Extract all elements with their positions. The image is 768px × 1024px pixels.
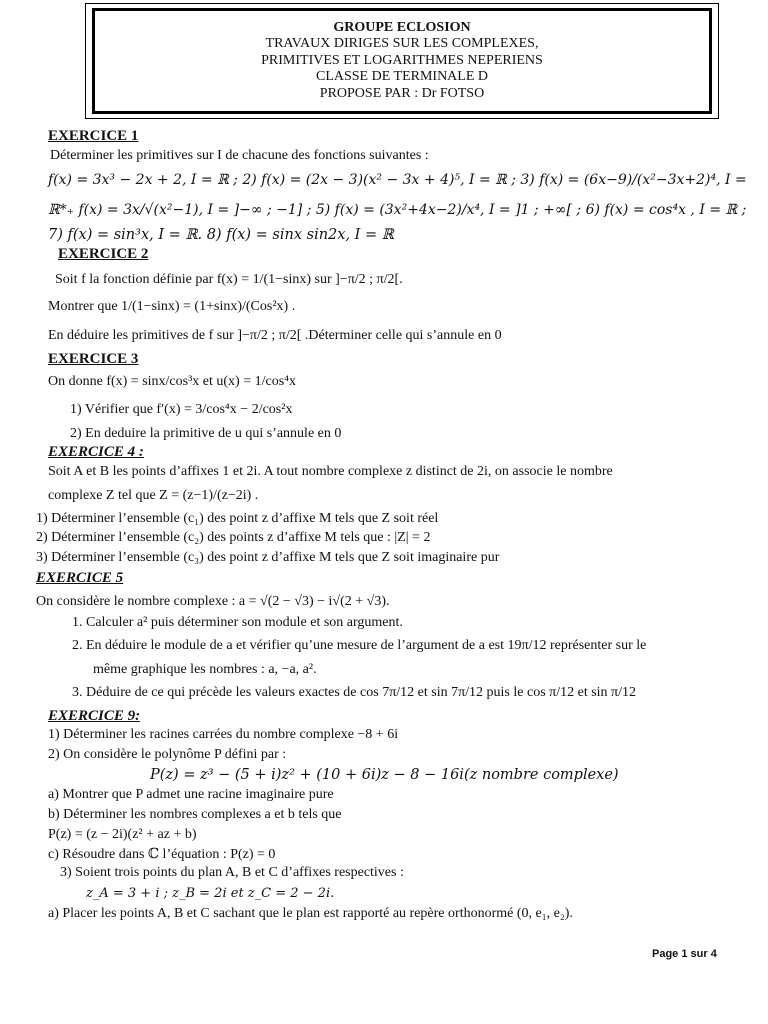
ex9-line1: 1) Déterminer les racines carrées du nombre complexe −8 + 6i <box>48 727 399 742</box>
ex3-title: EXERCICE 3 <box>48 351 139 367</box>
header-group: GROUPE ECLOSION <box>333 19 471 35</box>
header-title-1: TRAVAUX DIRIGES SUR LES COMPLEXES, <box>265 36 539 52</box>
header-box <box>92 8 712 114</box>
ex2-line2: Montrer que 1/(1−sinx) = (1+sinx)/(Cos²x) . <box>48 299 296 314</box>
ex4-line5: 3) Déterminer l’ensemble (c₃) des point z d’affixe M tels que Z soit imaginaire pur <box>36 550 500 565</box>
ex3-line3: 2) En deduire la primitive de u qui s’annule en 0 <box>70 426 342 441</box>
ex9-line2: 2) On considère le polynôme P défini par : <box>48 747 287 762</box>
ex4-line1: Soit A et B les points d’affixes 1 et 2i. A tout nombre complexe z distinct de 2i, on associe le nombre <box>48 464 613 479</box>
ex4-line2: complexe Z tel que Z = (z−1)/(z−2i) . <box>48 488 259 503</box>
ex5-line2: 1. Calculer a² puis déterminer son module et son argument. <box>72 615 403 630</box>
ex5-line1: On considère le nombre complexe : a = √(2 − √3) − i√(2 + √3). <box>36 594 390 609</box>
ex5-line4: même graphique les nombres : a, −a, a². <box>93 662 317 677</box>
header-class: CLASSE DE TERMINALE D <box>315 69 489 85</box>
ex5-line3: 2. En déduire le module de a et vérifier qu’une mesure de l’argument de a est 19π/12 représenter sur le <box>72 638 647 653</box>
ex1-line3: 7) f(x) = sin³x, I = ℝ. 8) f(x) = sinx sin2x, I = ℝ <box>48 227 394 243</box>
ex1-line1: f(x) = 3x³ − 2x + 2, I = ℝ ; 2) f(x) = (2x − 3)(x² − 3x + 4)⁵, I = ℝ ; 3) f(x) = (6x−9)/(x²−3x+2)⁴, I = <box>48 172 747 188</box>
page-number: Page 1 sur 4 <box>652 948 717 960</box>
ex4-line4: 2) Déterminer l’ensemble (c₂) des points z d’affixe M tels que : |Z| = 2 <box>36 530 431 545</box>
ex1-line2: ℝ*₊ f(x) = 3x/√(x²−1), I = ]−∞ ; −1] ; 5) f(x) = (3x²+4x−2)/x⁴, I = ]1 ; +∞[ ; 6) f(x) = cos⁴x , I = ℝ ; <box>48 202 747 218</box>
ex9-line10: a) Placer les points A, B et C sachant que le plan est rapporté au repère orthonormé (0, e₁, e₂). <box>48 906 573 921</box>
ex9-line5: b) Déterminer les nombres complexes a et b tels que <box>48 807 342 822</box>
ex1-intro: Déterminer les primitives sur I de chacune des fonctions suivantes : <box>50 148 429 163</box>
ex2-line1: Soit f la fonction définie par f(x) = 1/(1−sinx) sur ]−π/2 ; π/2[. <box>55 272 403 287</box>
ex9-title: EXERCICE 9: <box>48 708 141 724</box>
ex4-title: EXERCICE 4 : <box>48 444 144 460</box>
ex9-line8: 3) Soient trois points du plan A, B et C d’affixes respectives : <box>60 865 404 880</box>
ex5-line5: 3. Déduire de ce qui précède les valeurs exactes de cos 7π/12 et sin 7π/12 puis le cos π/12 et sin π/12 <box>72 685 637 700</box>
header-author: PROPOSE PAR : Dr FOTSO <box>319 85 485 101</box>
ex3-line2: 1) Vérifier que f′(x) = 3/cos⁴x − 2/cos²x <box>70 402 293 417</box>
ex2-title: EXERCICE 2 <box>58 246 149 262</box>
ex4-line3: 1) Déterminer l’ensemble (c₁) des point z d’affixe M tels que Z soit réel <box>36 511 439 526</box>
ex9-line4: a) Montrer que P admet une racine imaginaire pure <box>48 787 334 802</box>
ex9-line7: c) Résoudre dans ℂ l’équation : P(z) = 0 <box>48 847 276 862</box>
ex9-line6: P(z) = (z − 2i)(z² + az + b) <box>48 827 197 842</box>
header-title-2: PRIMITIVES ET LOGARITHMES NEPERIENS <box>261 52 543 68</box>
ex9-line9: z_A = 3 + i ; z_B = 2i et z_C = 2 − 2i. <box>86 886 335 901</box>
ex5-title: EXERCICE 5 <box>36 570 124 586</box>
ex1-title: EXERCICE 1 <box>48 128 139 144</box>
ex3-line1: On donne f(x) = sinx/cos³x et u(x) = 1/cos⁴x <box>48 374 297 389</box>
ex2-line3: En déduire les primitives de f sur ]−π/2 ; π/2[ .Déterminer celle qui s’annule en 0 <box>48 328 502 343</box>
ex9-polynomial: P(z) = z³ − (5 + i)z² + (10 + 6i)z − 8 − 16i(z nombre complexe) <box>150 767 619 783</box>
